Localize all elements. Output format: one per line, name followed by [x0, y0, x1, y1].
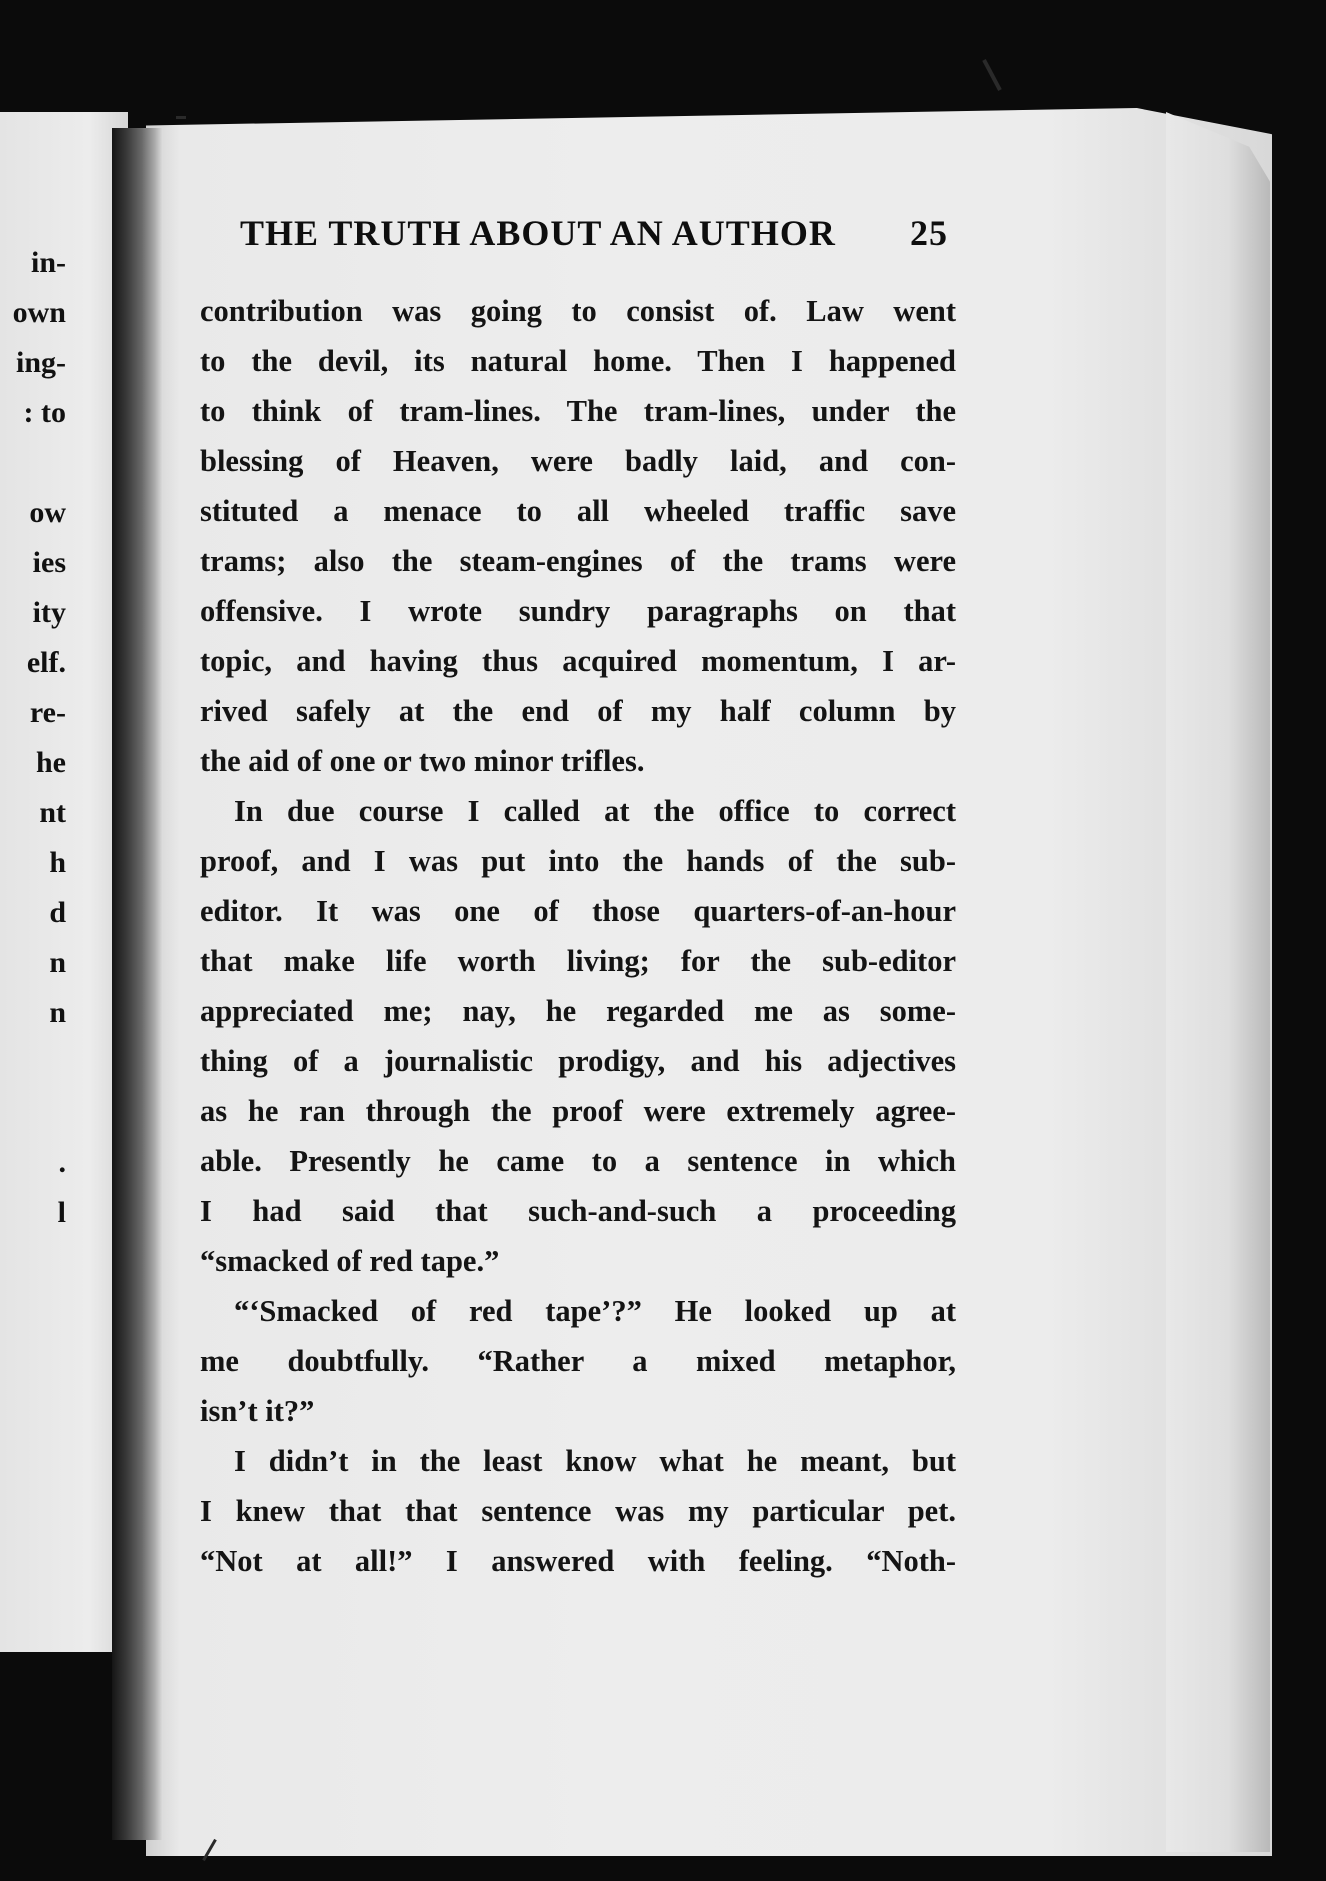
- text-line: I didn’t in the least know what he meant, but: [234, 1444, 956, 1478]
- page-number: 25: [910, 213, 948, 253]
- fragment: n: [49, 946, 66, 979]
- page-body: [200, 286, 956, 1586]
- text-line: stituted a menace to all wheeled traffic save: [200, 494, 956, 528]
- binding-gutter-shadow: [112, 128, 162, 1840]
- text-line: rived safely at the end of my half column by: [200, 694, 956, 728]
- running-title: THE TRUTH ABOUT AN AUTHOR: [240, 213, 836, 253]
- scan-speck: [176, 116, 186, 119]
- previous-page-fragments: [0, 112, 128, 1652]
- text-line: as he ran through the proof were extremely agree-: [200, 1094, 956, 1128]
- scan-speck: [982, 59, 1001, 91]
- previous-page-edge: [0, 112, 128, 1652]
- fragment: h: [49, 846, 66, 879]
- text-line: “Not at all!” I answered with feeling. “Noth-: [200, 1544, 956, 1578]
- text-line: contribution was going to consist of. Law went: [200, 294, 956, 328]
- fragment: ow: [29, 496, 66, 529]
- fragment: in-: [30, 246, 66, 279]
- fragment: ies: [32, 546, 66, 579]
- fragment: .: [58, 1146, 66, 1179]
- fragment: nt: [39, 796, 66, 829]
- fragment: d: [49, 896, 66, 929]
- text-line: topic, and having thus acquired momentum, I ar-: [200, 644, 956, 678]
- text-line: I had said that such-and-such a proceeding: [200, 1194, 956, 1228]
- text-line: appreciated me; nay, he regarded me as some-: [200, 994, 956, 1028]
- fragment: re-: [29, 696, 66, 729]
- fragment: own: [12, 296, 66, 329]
- fragment: : to: [23, 396, 66, 429]
- fragment: ity: [32, 596, 66, 629]
- text-line: thing of a journalistic prodigy, and his adjectives: [200, 1044, 956, 1078]
- text-line: editor. It was one of those quarters-of-an-hour: [200, 894, 956, 928]
- text-line: me doubtfully. “Rather a mixed metaphor,: [200, 1344, 956, 1378]
- fragment: elf.: [26, 646, 66, 679]
- text-line: isn’t it?”: [200, 1394, 315, 1428]
- text-line: trams; also the steam-engines of the trams were: [200, 544, 956, 578]
- text-line: In due course I called at the office to correct: [234, 794, 956, 828]
- fragment: n: [49, 996, 66, 1029]
- text-line: proof, and I was put into the hands of the sub-: [200, 844, 956, 878]
- text-line: blessing of Heaven, were badly laid, and con-: [200, 444, 956, 478]
- text-line: “smacked of red tape.”: [200, 1244, 500, 1278]
- text-line: to think of tram-lines. The tram-lines, under the: [200, 394, 956, 428]
- text-line: to the devil, its natural home. Then I happened: [200, 344, 956, 378]
- fragment: l: [57, 1196, 66, 1229]
- text-line: the aid of one or two minor trifles.: [200, 744, 645, 778]
- fragment: he: [36, 746, 66, 779]
- fragment: ing-: [15, 346, 66, 379]
- page-stack-edge: [1166, 112, 1270, 1852]
- text-line: offensive. I wrote sundry paragraphs on that: [200, 594, 956, 628]
- text-line: I knew that that sentence was my particular pet.: [200, 1494, 956, 1528]
- text-line: that make life worth living; for the sub-editor: [200, 944, 956, 978]
- text-line: “‘Smacked of red tape’?” He looked up at: [234, 1294, 956, 1328]
- text-line: able. Presently he came to a sentence in which: [200, 1144, 956, 1178]
